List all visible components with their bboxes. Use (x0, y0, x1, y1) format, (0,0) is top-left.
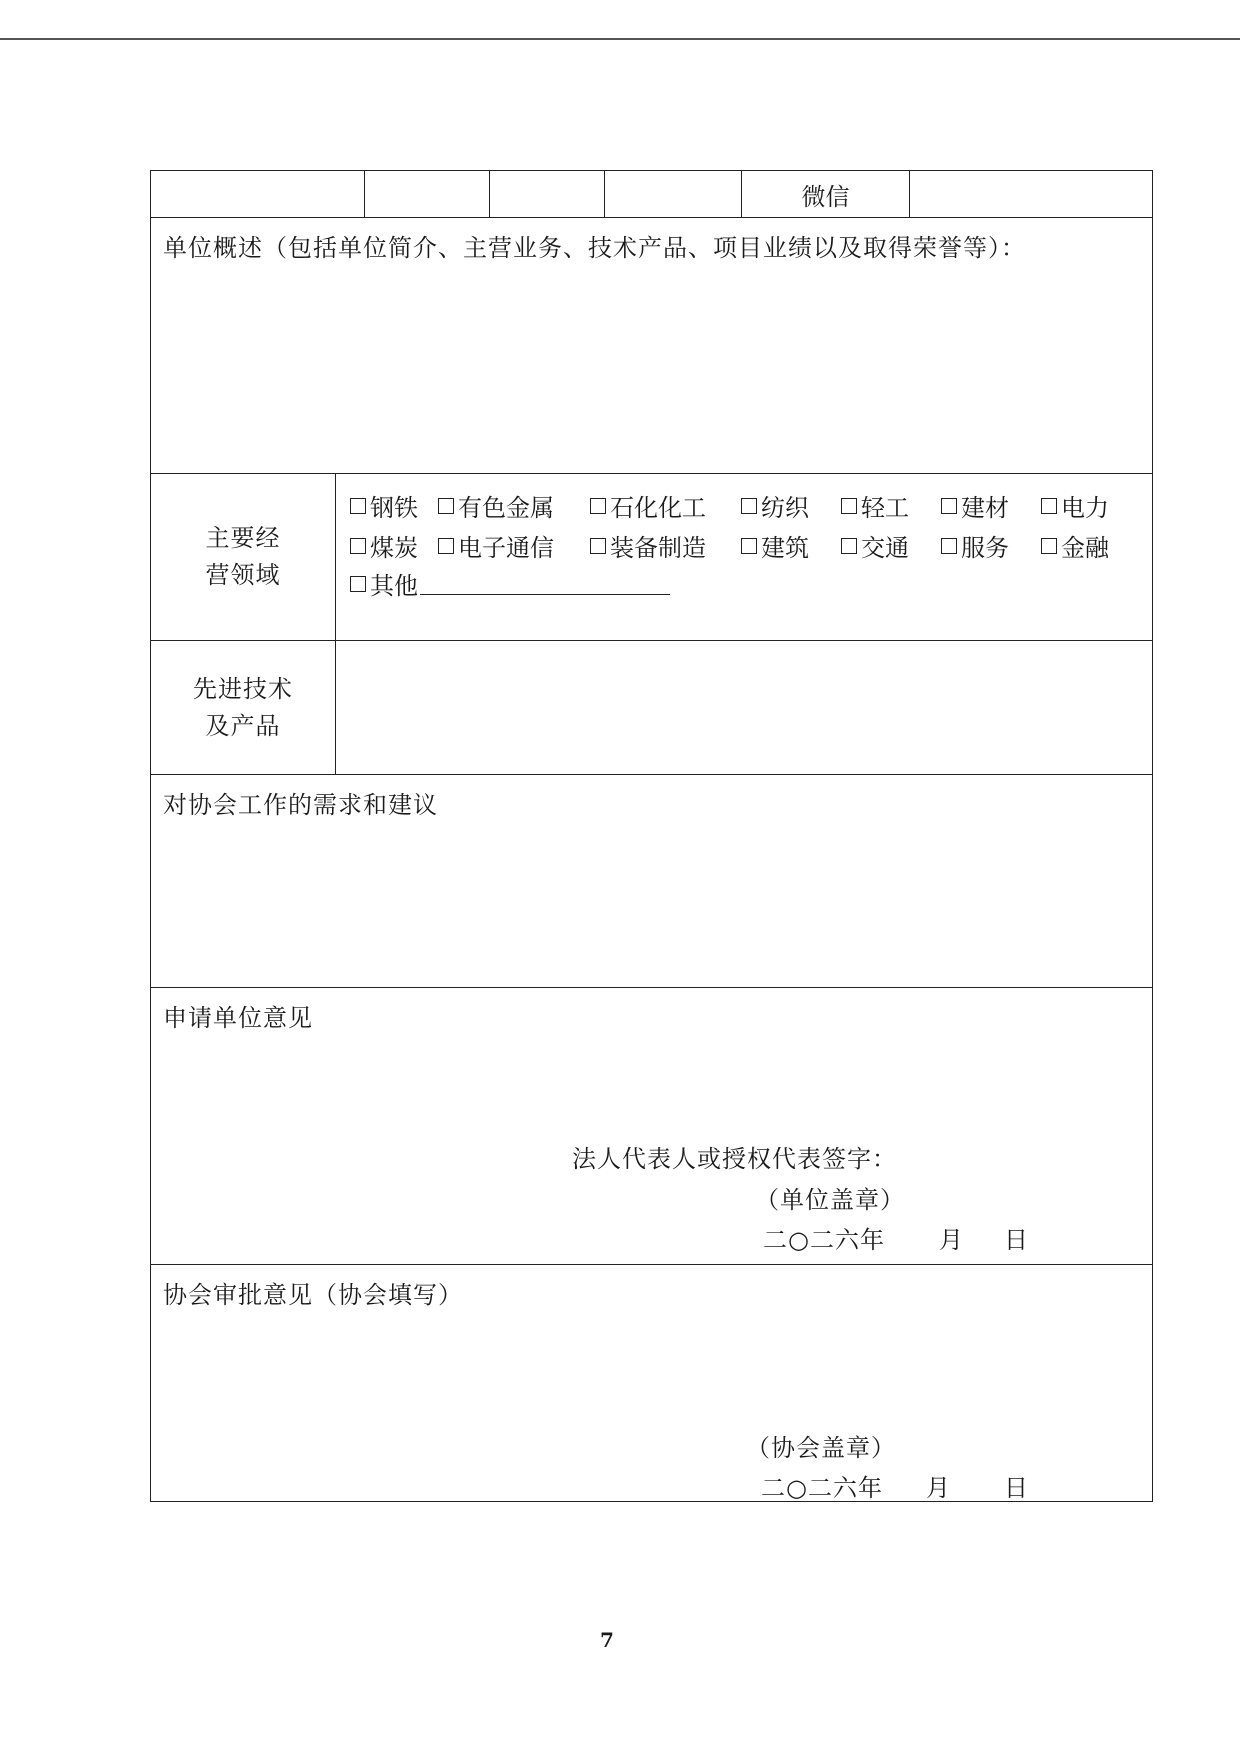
contact-cell-4[interactable] (605, 171, 742, 217)
option-label: 建筑 (761, 534, 809, 562)
checkbox-icon[interactable] (1041, 538, 1057, 554)
scan-top-edge-line (0, 38, 1240, 40)
option-label: 装备制造 (610, 534, 706, 562)
option-label: 石化化工 (610, 494, 706, 522)
applicant-date-year: 二○二六年 (763, 1226, 885, 1254)
option-electronics-telecom[interactable] (438, 528, 554, 563)
option-building-materials[interactable] (941, 488, 1009, 523)
checkbox-icon[interactable] (590, 538, 606, 554)
option-label: 煤炭 (370, 534, 418, 562)
wechat-field[interactable] (910, 171, 1152, 217)
option-steel[interactable] (350, 488, 418, 523)
association-seal-label: （协会盖章） (746, 1434, 896, 1462)
business-field-label-line1: 主要经 (205, 524, 281, 552)
approval-date-month: 月 (926, 1474, 951, 1502)
option-services[interactable] (941, 528, 1009, 563)
option-transportation[interactable] (841, 528, 909, 563)
business-field-label-line2: 营领域 (205, 561, 281, 589)
applicant-date-day: 日 (1004, 1226, 1029, 1254)
checkbox-icon[interactable] (590, 498, 606, 514)
tech-label-line2: 及产品 (205, 711, 281, 740)
tech-products-field[interactable] (336, 641, 1152, 774)
page-number: 7 (600, 1628, 614, 1652)
business-field-label (151, 474, 336, 640)
applicant-opinion-section[interactable] (151, 988, 1152, 1265)
applicant-seal-label: （单位盖章） (755, 1186, 905, 1214)
approval-section[interactable] (151, 1265, 1152, 1501)
option-nonferrous-metal[interactable] (438, 488, 554, 523)
option-label: 有色金属 (458, 494, 554, 522)
contact-cell-2[interactable] (365, 171, 490, 217)
checkbox-icon[interactable] (941, 498, 957, 514)
checkbox-icon[interactable] (1041, 498, 1057, 514)
option-label: 其他 (370, 572, 418, 600)
checkbox-icon[interactable] (741, 498, 757, 514)
contact-row (151, 171, 1152, 218)
contact-cell-3[interactable] (490, 171, 605, 217)
checkbox-icon[interactable] (841, 538, 857, 554)
option-coal[interactable] (350, 528, 418, 563)
checkbox-icon[interactable] (438, 498, 454, 514)
tech-products-section (151, 641, 1152, 775)
overview-section[interactable] (151, 218, 1152, 474)
option-label: 建材 (961, 494, 1009, 522)
checkbox-icon[interactable] (941, 538, 957, 554)
option-label: 电子通信 (458, 534, 554, 562)
option-label: 轻工 (861, 494, 909, 522)
business-field-options (336, 474, 1152, 640)
option-label: 电力 (1061, 494, 1109, 522)
option-label: 钢铁 (370, 494, 418, 522)
applicant-opinion-label: 申请单位意见 (163, 1004, 313, 1032)
needs-label: 对协会工作的需求和建议 (163, 791, 438, 819)
option-label: 服务 (961, 534, 1009, 562)
checkbox-icon[interactable] (741, 538, 757, 554)
checkbox-icon[interactable] (350, 538, 366, 554)
tech-label-line1: 先进技术 (193, 674, 293, 703)
option-label: 交通 (861, 534, 909, 562)
wechat-label: 微信 (742, 171, 910, 217)
option-label: 金融 (1061, 534, 1109, 562)
option-power[interactable] (1041, 488, 1109, 523)
membership-form-table (150, 170, 1153, 1502)
contact-cell-1[interactable] (151, 171, 365, 217)
option-other[interactable] (350, 566, 670, 601)
checkbox-icon[interactable] (841, 498, 857, 514)
overview-label: 单位概述（包括单位简介、主营业务、技术产品、项目业绩以及取得荣誉等）： (163, 234, 1026, 262)
applicant-date-month: 月 (939, 1226, 964, 1254)
approval-date-year: 二○二六年 (761, 1474, 883, 1502)
checkbox-icon[interactable] (350, 576, 366, 592)
option-construction[interactable] (741, 528, 809, 563)
business-field-section (151, 474, 1152, 641)
option-finance[interactable] (1041, 528, 1109, 563)
signature-label: 法人代表人或授权代表签字： (572, 1145, 897, 1173)
checkbox-icon[interactable] (350, 498, 366, 514)
approval-date-day: 日 (1004, 1474, 1029, 1502)
other-fill-line[interactable] (420, 572, 670, 595)
option-label: 纺织 (761, 494, 809, 522)
option-petrochemical[interactable] (590, 488, 706, 523)
option-equipment-manufacturing[interactable] (590, 528, 706, 563)
checkbox-icon[interactable] (438, 538, 454, 554)
needs-section[interactable] (151, 775, 1152, 988)
option-textile[interactable] (741, 488, 809, 523)
approval-label: 协会审批意见（协会填写） (163, 1281, 463, 1309)
tech-products-label (151, 641, 336, 774)
option-light-industry[interactable] (841, 488, 909, 523)
